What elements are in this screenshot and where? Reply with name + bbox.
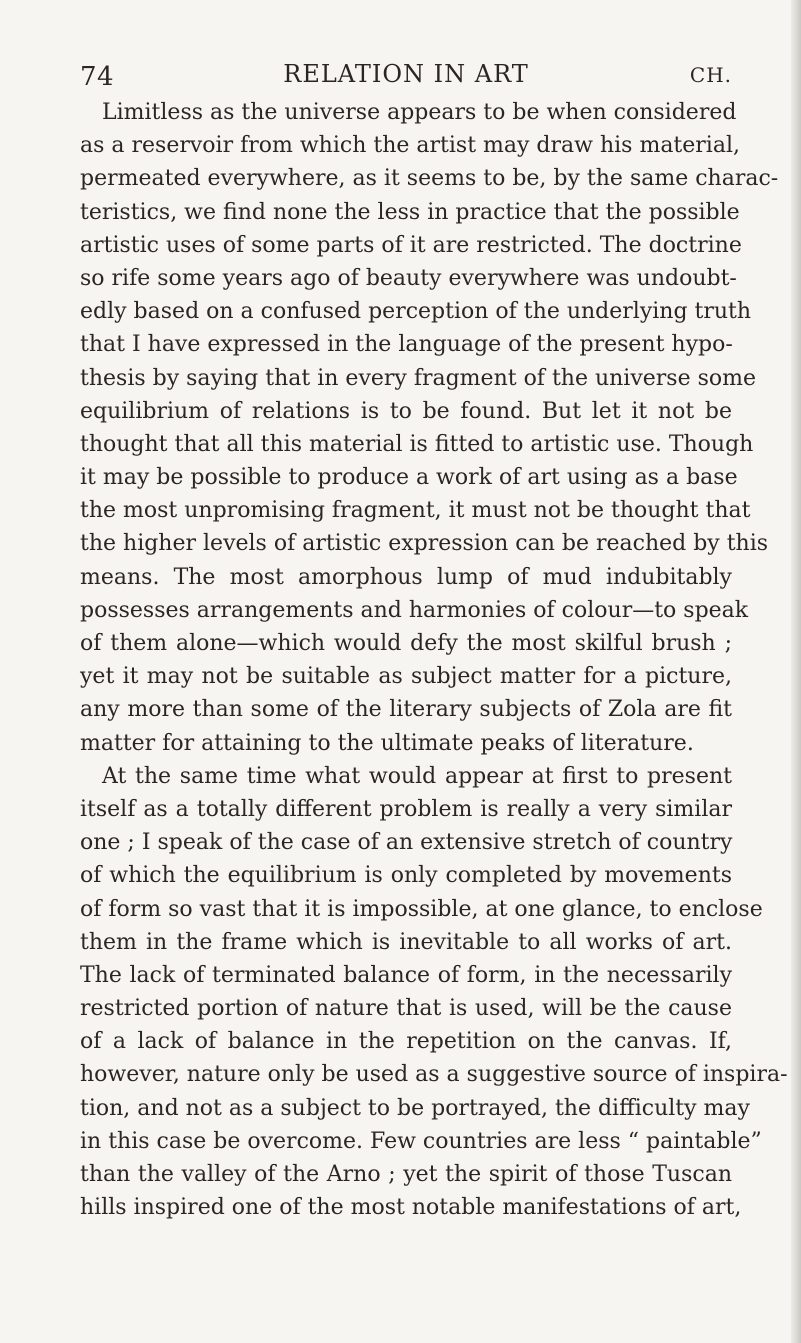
text-line: At the same time what would appear at first to present [102, 763, 732, 789]
text-line: thesis by saying that in every fragment of the universe some [80, 365, 757, 391]
paragraph [80, 96, 779, 760]
text-line: the most unpromising fragment, it must not be thought that [80, 498, 751, 524]
text-line: The lack of terminated balance of form, in the necessarily [80, 962, 732, 988]
text-line: however, nature only be used as a suggestive source of inspira- [80, 1062, 788, 1088]
page-edge-shadow [791, 0, 801, 1343]
body-text [80, 96, 788, 1224]
text-line: any more than some of the literary subjects of Zola are fit [80, 697, 732, 723]
text-line: the higher levels of artistic expression can be reached by this [80, 531, 769, 557]
text-line: one ; I speak of the case of an extensive stretch of country [80, 830, 733, 856]
page-number: 74 [80, 62, 115, 92]
text-line: thought that all this material is fitted to artistic use. Though [80, 431, 754, 457]
text-line: possesses arrangements and harmonies of colour—to speak [80, 597, 749, 623]
text-line: them in the frame which is inevitable to all works of art. [80, 929, 732, 955]
text-line: hills inspired one of the most notable manifestations of art, [80, 1195, 742, 1221]
text-line: matter for attaining to the ultimate peaks of literature. [80, 730, 694, 756]
text-line: artistic uses of some parts of it are restricted. The doctrine [80, 232, 742, 258]
text-line: edly based on a confused perception of the underlying truth [80, 299, 752, 325]
paragraph [80, 760, 788, 1225]
text-line: restricted portion of nature that is used, will be the cause [80, 996, 732, 1022]
text-line: as a reservoir from which the artist may draw his material, [80, 133, 740, 159]
text-line: itself as a totally different problem is really a very similar [80, 796, 732, 822]
text-line: Limitless as the universe appears to be when considered [102, 100, 737, 125]
text-line: that I have expressed in the language of the present hypo- [80, 332, 733, 358]
running-title: RELATION IN ART [283, 60, 529, 88]
text-line: permeated everywhere, as it seems to be, by the same charac- [80, 166, 779, 192]
running-header [80, 60, 732, 96]
text-line: in this case be overcome. Few countries are less “ paintable” [80, 1128, 762, 1154]
text-line: of which the equilibrium is only completed by movements [80, 863, 732, 889]
text-line: means. The most amorphous lump of mud indubitably [80, 564, 732, 590]
text-line: than the valley of the Arno ; yet the spirit of those Tuscan [80, 1162, 732, 1187]
text-line: tion, and not as a subject to be portrayed, the difficulty may [80, 1095, 750, 1121]
text-line: teristics, we find none the less in practice that the possible [80, 199, 740, 225]
text-line: of form so vast that it is impossible, at one glance, to enclose [80, 896, 763, 922]
text-line: yet it may not be suitable as subject matter for a picture, [80, 664, 732, 690]
text-line: equilibrium of relations is to be found. But let it not be [80, 398, 732, 424]
text-line: of a lack of balance in the repetition on the canvas. If, [80, 1029, 732, 1055]
text-line: so rife some years ago of beauty everywhere was undoubt- [80, 265, 737, 291]
text-line: it may be possible to produce a work of art using as a base [80, 465, 738, 491]
chapter-mark: CH. [689, 63, 732, 87]
text-line: of them alone—which would defy the most skilful brush ; [80, 631, 732, 656]
